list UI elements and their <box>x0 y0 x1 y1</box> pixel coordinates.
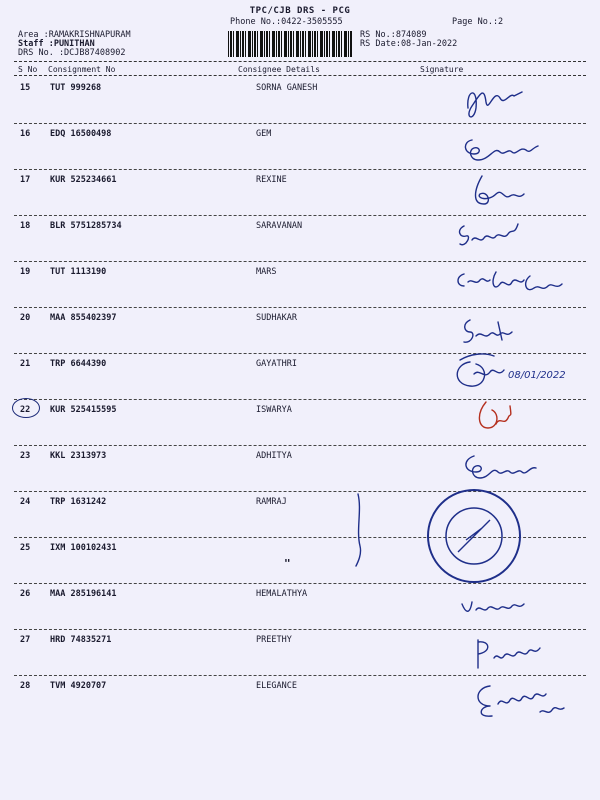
row-sno: 21 <box>20 359 31 369</box>
row-consignment: TRP 6644390 <box>50 359 107 369</box>
row-consignee: RAMRAJ <box>256 497 287 507</box>
barcode <box>228 31 352 57</box>
column-header-sno: S No <box>18 65 38 74</box>
row-consignee: ADHITYA <box>256 451 292 461</box>
signature-28 <box>470 678 580 722</box>
row-consignee: SARAVANAN <box>256 221 303 231</box>
row-sno: 28 <box>20 681 31 691</box>
row-consignment: TRP 1631242 <box>50 497 107 507</box>
row-consignee: HEMALATHYA <box>256 589 308 599</box>
signature-27 <box>470 634 560 674</box>
staff-field: Staff :PUNITHAN <box>18 39 95 49</box>
signature-16 <box>460 124 550 168</box>
row-consignee: GAYATHRI <box>256 359 297 369</box>
row-consignment: MAA 855402397 <box>50 313 117 323</box>
row-consignee: SORNA GANESH <box>256 83 318 93</box>
handwritten-date: 08/01/2022 <box>508 370 566 381</box>
row-sno: 19 <box>20 267 31 277</box>
row-consignee: PREETHY <box>256 635 292 645</box>
row-consignment: EDQ 16500498 <box>50 129 112 139</box>
row-consignee: SUDHAKAR <box>256 313 297 323</box>
rs-date: RS Date:08-Jan-2022 <box>360 39 458 49</box>
row-divider <box>14 307 586 308</box>
row-consignee: ELEGANCE <box>256 681 297 691</box>
signature-23 <box>460 446 550 486</box>
signature-21 <box>450 348 590 398</box>
row-consignee: REXINE <box>256 175 287 185</box>
row-consignment: TVM 4920707 <box>50 681 107 691</box>
column-header-signature: Signature <box>420 65 464 74</box>
signature-26 <box>456 592 536 622</box>
row-consignment: TUT 999268 <box>50 83 102 93</box>
row-consignment: KUR 525415595 <box>50 405 117 415</box>
ditto-mark: " <box>284 557 291 570</box>
row-consignee: GEM <box>256 129 272 139</box>
row-sno: 27 <box>20 635 31 645</box>
row-sno: 18 <box>20 221 31 231</box>
area-field: Area :RAMAKRISHNAPURAM <box>18 30 131 40</box>
row-sno: 17 <box>20 175 31 185</box>
row-consignment: MAA 285196141 <box>50 589 117 599</box>
row-consignment: IXM 100102431 <box>50 543 117 553</box>
row-consignment: TUT 1113190 <box>50 267 107 277</box>
header-rule-bottom <box>14 75 586 76</box>
signature-17 <box>468 170 528 214</box>
signature-24-stroke <box>350 490 370 570</box>
header-rule-top <box>14 61 586 62</box>
row-consignee: ISWARYA <box>256 405 292 415</box>
row-sno: 26 <box>20 589 31 599</box>
column-header-consignee: Consignee Details <box>238 65 320 74</box>
page-number: Page No.:2 <box>452 17 504 27</box>
row-sno: 25 <box>20 543 31 553</box>
phone-number: Phone No.:0422-3505555 <box>230 17 343 27</box>
company-stamp <box>426 488 522 584</box>
row-consignee: MARS <box>256 267 277 277</box>
row-sno: 24 <box>20 497 31 507</box>
signature-20 <box>458 310 528 350</box>
document-title: TPC/CJB DRS - PCG <box>249 6 351 16</box>
row-sno: 16 <box>20 129 31 139</box>
row-sno: 15 <box>20 83 31 93</box>
row-divider <box>14 629 586 630</box>
rs-number: RS No.:874089 <box>360 30 427 40</box>
row-consignment: BLR 5751285734 <box>50 221 122 231</box>
row-consignment: KKL 2313973 <box>50 451 107 461</box>
row-consignment: HRD 74835271 <box>50 635 112 645</box>
row-sno: 22 <box>20 405 31 415</box>
row-divider <box>14 675 586 676</box>
column-header-consignment: Consignment No <box>48 65 116 74</box>
signature-18 <box>452 214 532 254</box>
row-sno: 23 <box>20 451 31 461</box>
row-consignment: KUR 525234661 <box>50 175 117 185</box>
signature-15 <box>460 78 530 126</box>
signature-19 <box>450 262 570 306</box>
row-sno: 20 <box>20 313 31 323</box>
signature-22-red-ink <box>472 394 522 436</box>
drs-number: DRS No. :DCJB87408902 <box>18 48 126 58</box>
